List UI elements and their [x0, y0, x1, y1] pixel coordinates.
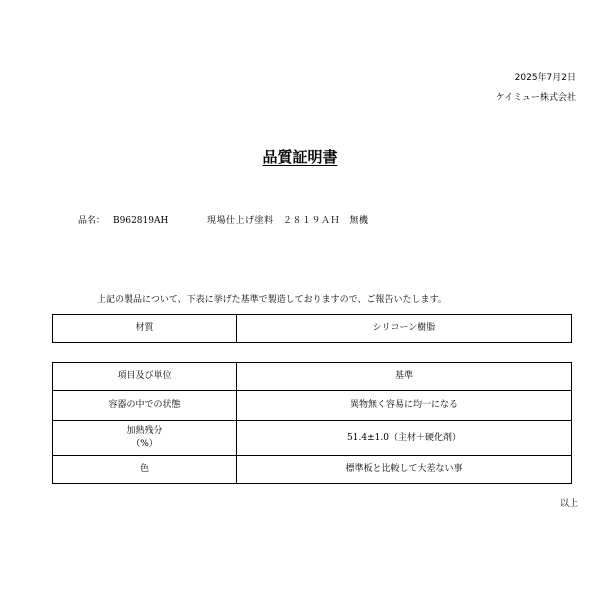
- closing-mark: 以上: [559, 499, 578, 509]
- material-label: 材質: [53, 315, 237, 343]
- product-line: [78, 213, 369, 226]
- document-title: 品質証明書: [262, 148, 338, 166]
- product-label: 品名：: [78, 216, 106, 226]
- material-value: シリコーン樹脂: [237, 315, 572, 343]
- spec-item-solids-unit: （%）: [131, 439, 158, 449]
- spec-item-solids-name: 加熱残分: [126, 426, 163, 436]
- document-title-wrap: [0, 146, 600, 167]
- spec-standard-solids: 51.4±1.0（主材＋硬化剤）: [237, 421, 572, 456]
- table-row: [53, 421, 572, 456]
- spec-table: [52, 362, 572, 484]
- spec-standard-state: 異物無く容易に均一になる: [237, 391, 572, 421]
- product-code: B962819AH: [113, 216, 169, 226]
- spec-header-row: [53, 363, 572, 391]
- spec-standard-color: 標準板と比較して大差ない事: [237, 456, 572, 484]
- spec-header-standard: 基準: [237, 363, 572, 391]
- table-row: [53, 456, 572, 484]
- intro-text: 上記の製品について、下表に挙げた基準で製造しておりますので、ご報告いたします。: [97, 295, 447, 305]
- spec-item-state: 容器の中での状態: [53, 391, 237, 421]
- material-table: [52, 314, 572, 343]
- company-name: ケイミュー株式会社: [495, 93, 576, 103]
- issue-date: 2025年7月2日: [514, 73, 576, 83]
- spec-item-color: 色: [53, 456, 237, 484]
- table-row: [53, 391, 572, 421]
- product-name: 現場仕上げ塗料 ２８１９ＡＨ 無機: [207, 216, 369, 226]
- material-row: [53, 315, 572, 343]
- spec-header-item: 項目及び単位: [53, 363, 237, 391]
- spec-item-solids: [53, 421, 237, 456]
